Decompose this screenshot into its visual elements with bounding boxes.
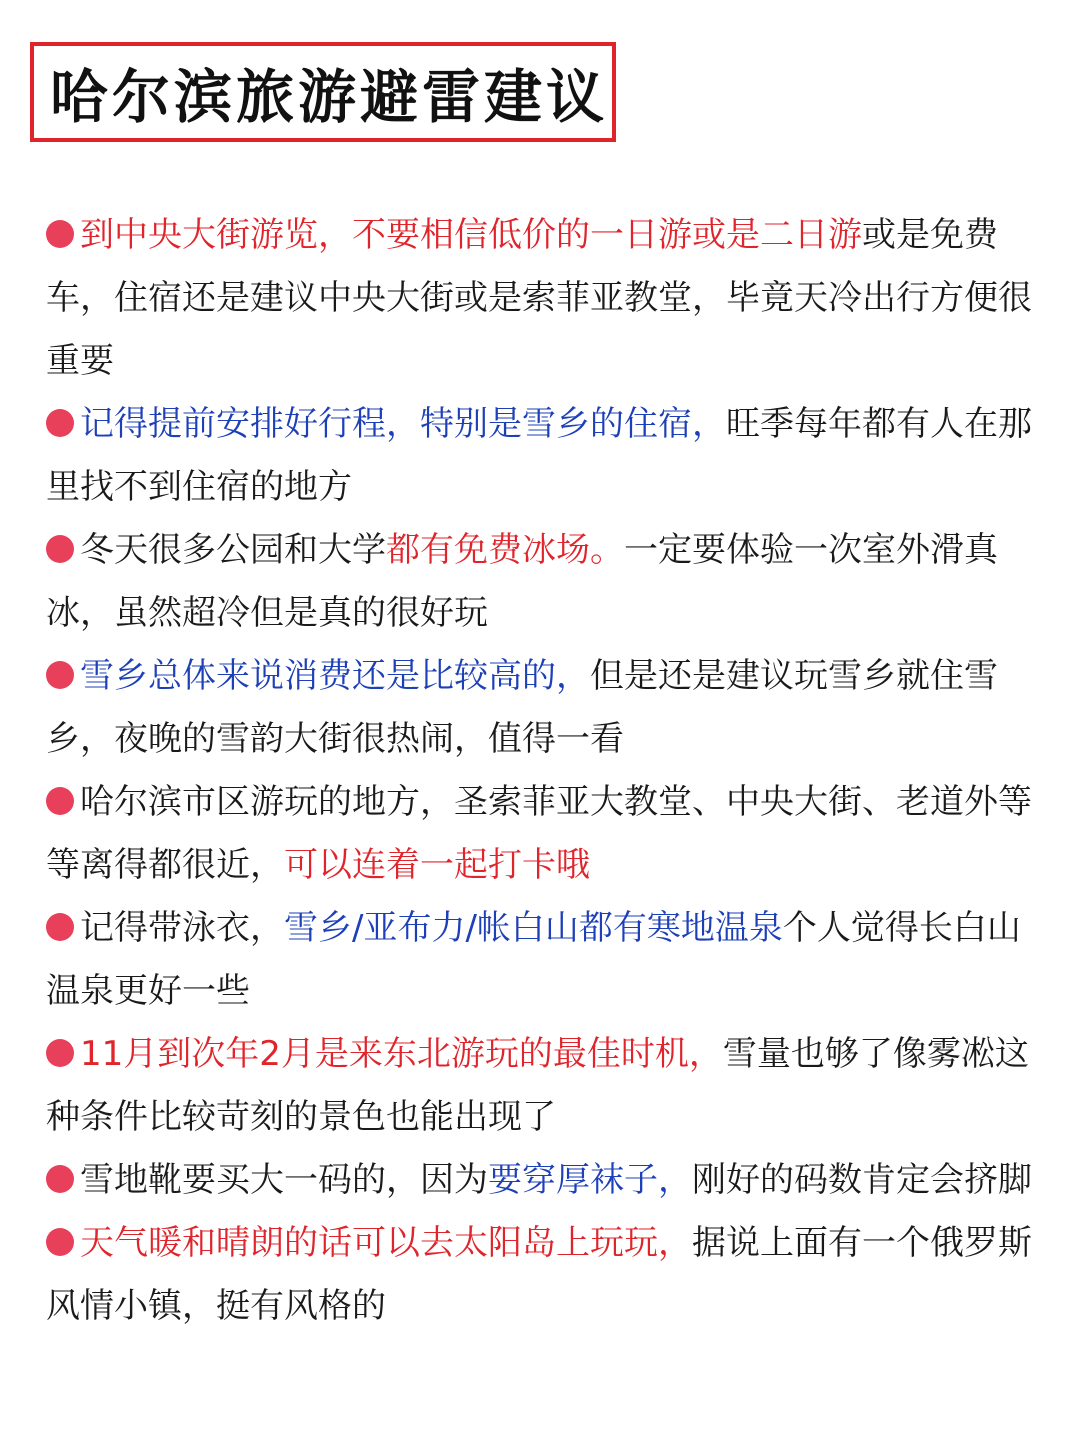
tip-text-segment: 旺季每年都有人在那里找不到住宿的地方 [46,404,1032,507]
tip-item [46,393,1040,519]
bullet-dot-icon [46,220,74,248]
tip-item [46,204,1040,393]
tip-item [46,897,1040,1023]
page-title: 哈尔滨旅游避雷建议 [50,63,609,131]
tip-item [46,1212,1040,1338]
tip-item [46,1023,1040,1149]
tip-text-segment: 都有免费冰场。 [386,530,624,570]
tip-text-segment: 据说上面有一个俄罗斯风情小镇，挺有风格的 [46,1223,1032,1326]
tip-text-segment: 雪乡/亚布力/帐白山都有寒地温泉 [284,908,783,948]
tip-text-segment: 或是免费车，住宿还是建议中央大街或是索菲亚教堂，毕竟天冷出行方便很重要 [46,215,1032,381]
tip-text-segment: 11月到次年2月是来东北游玩的最佳时机， [80,1034,723,1074]
tip-text-segment: 哈尔滨市区游玩的地方，圣索菲亚大教堂、中央大街、老道外等等离得都很近， [46,782,1032,885]
tip-text-segment: 可以连着一起打卡哦 [284,845,590,885]
tip-text-segment: 雪量也够了像雾凇这种条件比较苛刻的景色也能出现了 [46,1034,1029,1137]
tip-item [46,771,1040,897]
tip-text-segment: 雪地靴要买大一码的，因为 [80,1160,488,1200]
tip-item [46,645,1040,771]
tip-text-segment: 要穿厚袜子， [488,1160,692,1200]
title-box [30,42,616,142]
bullet-dot-icon [46,409,74,437]
tip-text-segment: 记得带泳衣， [80,908,284,948]
bullet-dot-icon [46,661,74,689]
tip-text-segment: 记得提前安排好行程，特别是雪乡的住宿， [80,404,726,444]
tip-text-segment: 一定要体验一次室外滑真冰，虽然超冷但是真的很好玩 [46,530,998,633]
tip-text-segment: 到中央大街游览，不要相信低价的一日游或是二日游 [80,215,862,255]
tip-text-segment: 刚好的码数肯定会挤脚 [692,1160,1032,1200]
bullet-dot-icon [46,535,74,563]
tip-text-segment: 个人觉得长白山温泉更好一些 [46,908,1021,1011]
tip-item [46,1149,1040,1212]
bullet-dot-icon [46,1165,74,1193]
bullet-dot-icon [46,1228,74,1256]
tip-text-segment: 雪乡总体来说消费还是比较高的， [80,656,590,696]
tip-text-segment: 但是还是建议玩雪乡就住雪乡，夜晚的雪韵大街很热闹，值得一看 [46,656,998,759]
tips-list [46,204,1040,1338]
bullet-dot-icon [46,787,74,815]
bullet-dot-icon [46,913,74,941]
tip-text-segment: 天气暖和晴朗的话可以去太阳岛上玩玩， [80,1223,692,1263]
tip-text-segment: 冬天很多公园和大学 [80,530,386,570]
tip-item [46,519,1040,645]
bullet-dot-icon [46,1039,74,1067]
